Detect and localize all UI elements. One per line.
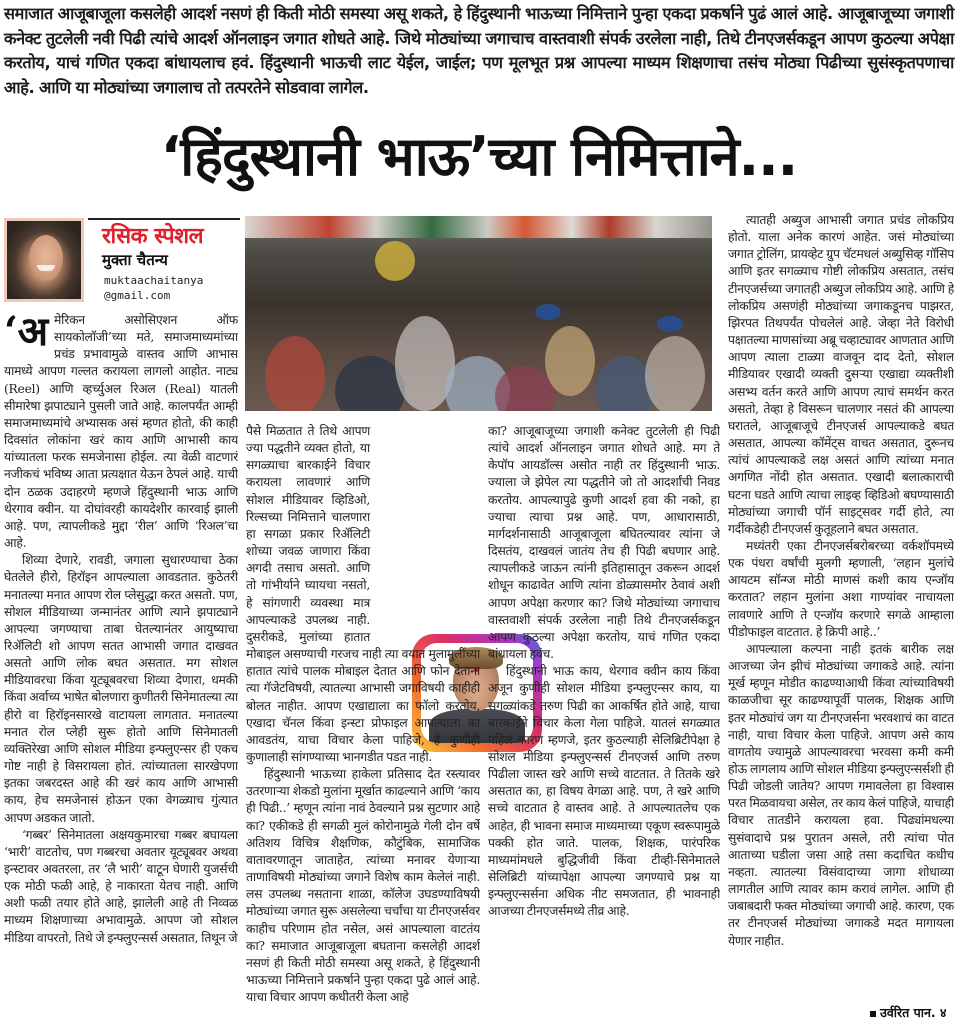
byline xyxy=(4,218,240,306)
crowd-figure xyxy=(645,336,705,411)
article-paragraph: मध्यंतरी एका टीनएजर्सबरोबरच्या वर्कशॉपमध्ये एक पंधरा वर्षांची मुलगी म्हणाली, ‘लहान मुलांचे आयटम सॉन्ग्ज मोठी माणसं कशी काय एन्जॉय करतात? लहान मुलांना अशा गाण्यांवर नाचायला लावणारे आणि ते एन्जॉय करणारे सगळे आम्हाला पीडोफाइल वाटतात. हे क्रिपी आहे..’ xyxy=(728,538,954,639)
crowd-figure xyxy=(545,326,595,396)
article-paragraph xyxy=(488,423,720,663)
headline: ‘हिंदुस्थानी भाऊ’च्या निमित्ताने... xyxy=(160,125,798,188)
crowd-figure xyxy=(265,336,325,411)
dropcap: ‘अ xyxy=(4,312,48,355)
author-name: मुक्ता चैतन्य xyxy=(102,251,168,269)
shop-signs xyxy=(245,216,712,238)
crowd-figure xyxy=(375,241,415,281)
police-cap xyxy=(657,316,683,332)
paragraph-text: मेरिकन असोसिएशन ऑफ सायकोलॉजी’च्या मते, समाजमाध्यमांच्या प्रचंड प्रभावामुळे वास्तव आणि आभास यामध्ये आपण गल्लत करायला लागलो आहोत. नाट्य (Reel) आणि व्हर्च्युअल रिअल (Real) यातली सीमारेषा झपाट्याने पुसली जाते आहे. कालपर्यंत आम्ही समाजमाध्यमांचे अभ्यासक असं म्हणत होतो, की काही दिवसांत लोकांना खरं काय आणि आभासी काय यांच्यातला फरक समजेनासा होईल. त्या वेळी वाटणारं नजीकचं भविष्य आता प्रत्यक्षात येऊन ठेपलं आहे. याची दोन ठळक उदाहरणे म्हणजे हिंदुस्थानी भाऊ आणि थेरगाव क्वीन. या दोघांवरही कायदेशीर कारवाई झाली आहे. पण, त्यापलीकडे मुद्दा ‘रील’ आणि ‘रिअल’चा आहे. xyxy=(4,313,238,551)
crowd-photo xyxy=(245,216,712,411)
continued-on-page[interactable] xyxy=(870,1004,947,1021)
police-cap xyxy=(535,304,561,320)
continued-label: उर्वरित पान. ४ xyxy=(880,1005,947,1020)
author-photo xyxy=(4,218,84,302)
article-column-4 xyxy=(728,212,954,1024)
author-email[interactable] xyxy=(104,273,203,303)
article-paragraph: ‘गब्बर’ सिनेमातला अक्षयकुमारचा गब्बर बघायला ‘भारी’ वाटतोच, पण गब्बरचा अवतार यूट्यूबवर अथवा इन्स्टावर अवतरला, तर ‘लै भारी’ वाटून घेणारी युजर्सची एक मोठी फळी आहे, हे नाकारता येतच नाही. आणि अशी फळी तयार होते आहे, झालेली आहे ती निव्वळ माध्यम शिक्षणाच्या अभावामुळे. आपण जो सोशल मीडिया वापरतो, तिथे जे इन्फ्लुएन्सर्स असतात, तिथून जे xyxy=(4,827,238,945)
author-email-user: muktaachaitanya xyxy=(104,274,204,287)
article-paragraph: हिंदुस्थानी भाऊच्या हाकेला प्रतिसाद देत रस्त्यावर उतरणाऱ्या शेकडो मुलांना मूर्खात काढल्याने आणि ‘काय ही पिढी..’ म्हणून त्यांना नावं ठेवल्याने प्रश्न सुटणार आहे का? एकीकडे ही सगळी मुलं कोरोनामुळे गेली दोन वर्षे अतिशय विचित्र शैक्षणिक, कौटुंबिक, सामाजिक वातावरणातून जाताहेत, त्यांच्या मनावर येणाऱ्या ताणाविषयी मोठ्यांच्या जगाने विशेष काम केलेलं नाही. लस उपलब्ध नसताना शाळा, कॉलेज उघडण्याविषयी मोठ्यांच्या जगात सुरू असलेल्या चर्चांचा या टीनएजर्सवर काहीच परिणाम होत नसेल, असं आपल्याला वाटतंय का? समाजात आजूबाजूला बघताना कसलेही आदर्श नसणं ही किती मोठी समस्या असू शकते, हे हिंदुस्थानी भाऊच्या निमित्ताने प्रकर्षाने पुन्हा एकदा पुढे आलं आहे. याचा विचार आपण कधीतरी केला आहे xyxy=(246,767,480,1005)
article-deck: समाजात आजूबाजूला कसलेही आदर्श नसणं ही किती मोठी समस्या असू शकते, हे हिंदुस्थानी भाऊच्या निमित्ताने पुन्हा एकदा प्रकर्षाने पुढं आलं आहे. आजूबाजूच्या जगाशी कनेक्ट तुटलेली नवी पिढी त्यांचे आदर्श ऑनलाइन जगात शोधते आहे. जिथे मोठ्यांच्या जगाचाच वास्तवाशी संपर्क उरलेला नाही, तिथे टीनएजर्सकडून आपण कुठल्या अपेक्षा करतोय, याचं गणित एकदा बांधायलाच हवं. हिंदुस्थानी भाऊची लाट येईल, जाईल; पण मूलभूत प्रश्न आपल्या माध्यम शिक्षणाचा तसंच मोठ्या पिढीच्या सुसंस्कृतपणाचा आहे. आणि या मोठ्यांच्या जगालाच तो तत्परतेने सोडवावा लागेल. xyxy=(4,4,954,97)
image-wrap-spacer xyxy=(376,493,480,631)
article-paragraph xyxy=(4,312,238,552)
author-email-domain: @gmail.com xyxy=(104,289,171,302)
square-bullet-icon xyxy=(870,1011,876,1017)
column-name: रसिक स्पेशल xyxy=(102,224,204,249)
article-paragraph: पैसे मिळतात ते तिथे आपण ज्या पद्धतीने व्यक्त होतो, या सगळ्याचा बारकाईने विचार करायला लावणारं आणि सोशल मीडियावर व्हिडिओ, रिल्सच्या निमित्ताने चालणारा हा सगळा प्रकार रिॲलिटी शोच्या जवळ जाणारा किंवा अगदी तसाच असतो. आणि तो गांभीर्याने घ्यायचा नसतो, हे सांगणारी व्यवस्था मात्र आपल्याकडे उपलब्ध नाही. दुसरीकडे, मुलांच्या हातात मोबाइल असण्याची गरजच नाही त्या वयात मुलामुलींच्या हातात त्यांचे पालक मोबाइल देतात आणि फोन देताना त्या गॅजेटविषयी, त्यातल्या आभासी जगाविषयी काहीही बोलत नाहीत. आपण एखाद्याला का फॉलो करतोय, एखादा चॅनल किंवा इन्स्टा प्रोफाइल आपल्याला का आवडतंय, याचा विचार केला पाहिजे, हे कुणीही कुणालाही सांगण्याच्या भानगडीत पडत नाही. xyxy=(246,424,480,764)
article-paragraph: आपल्याला कल्पना नाही इतकं बारीक लक्ष आजच्या जेन झीचं मोठ्यांच्या जगाकडे आहे. त्यांना मूर्ख म्हणून मोडीत काढण्याआधी किंवा त्यांच्याविषयी काळजीचा सूर काढण्यापूर्वी पालक, शिक्षक आणि इतर मोठ्यांचं जग या टीनएजर्सना भरवशाचं का वाटत नाही, याचा विचार केला पाहिजे. आपण असे काय वागतोय ज्यामुळे आपल्यावरचा भरवसा कमी कमी होऊ लागलाय आणि सोशल मीडिया इन्फ्लुएन्सर्सशी ही पिढी जोडली जातेय? आपण गमावलेला हा विश्वास परत मिळवायचा असेल, तर काय केलं पाहिजे, याचाही विचार तातडीने करायला हवा. पिढ्यांमधल्या सुसंवादाचे प्रश्न पुरातन असले, तरी त्यांचा पोत आताच्या घडीला जसा आहे तसा कदाचित कधीच नव्हता. त्यातल्या विसंवादाच्या जागा शोधाव्या लागतील आणि त्यावर काम करावं लागेल. आणि ही जबाबदारी फक्त मोठ्यांच्या जगाची आहे. कारण, एक तर टीनएजर्स मोठ्यांच्या जगाकडे मदत मागायला येणार नाहीत. xyxy=(728,641,954,948)
article-column-1 xyxy=(4,312,238,1024)
article-paragraph: हिंदुस्थानी भाऊ काय, थेरगाव क्वीन काय किंवा अजून कुणीही सोशल मीडिया इन्फ्लुएन्सर काय, या सगळ्यांकडे तरुण पिढी का आकर्षित होते आहे, याचा बारकाईने विचार केला गेला पाहिजे. यातलं सगळ्यात पहिलं कारण म्हणजे, इतर कुठल्याही सेलिब्रिटीपेक्षा हे सोशल मीडिया इन्फ्लुएन्सर्स टीनएजर्स आणि तरुण पिढीला जास्त खरे आणि सच्चे वाटतात. ते तितके खरे असतात का, हा विषय वेगळा आहे. पण, ते खरे आणि सच्चे वाटतात हे वास्तव आहे. ते आपल्यातलेच एक आहेत, ही भावना समाज माध्यमाच्या एकूण स्वरूपामुळे पक्की होत जाते. पालक, शिक्षक, पारंपरिक माध्यमांमधले बुद्धिजीवी किंवा टीव्ही-सिनेमातले सेलिब्रिटी यांच्यापेक्षा आपल्या जगण्याचे प्रश्न या इन्फ्लुएन्सर्सना अधिक नीट समजतात, ही भावनाही आजच्या टीनएजर्समध्ये तीव्र आहे. xyxy=(488,664,720,919)
article-paragraph: त्यातही अब्युज आभासी जगात प्रचंड लोकप्रिय होतो. याला अनेक कारणं आहेत. जसं मोठ्यांच्या जगात ट्रोलिंग, प्रायव्हेट ग्रुप चॅटमधलं अब्युसिव्ह गॉसिप आणि इतर सगळ्याच गोष्टी लोकप्रिय असतात, तसंच टीनएजर्सच्या जगातही अब्युज लोकप्रिय आहे. आणि हे लोकप्रिय असणंही मोठ्यांच्या जगाकडूनच पाझरत, झिरपत तिथपर्यंत पोचलेलं आहे. जेव्हा नेते विरोधी पक्षातल्या माणसांच्या अब्रू चव्हाट्यावर आणतात आणि आपण त्याला टाळ्या वाजवून दाद देतो, सोशल मीडियावर एखादी व्यक्ती दुसऱ्या एखाद्या व्यक्तीशी असभ्य वर्तन करते आणि आपण त्याचं समर्थन करत असतो, तेव्हा हे विसरून चालणार नसतं की आपल्या घरातले, आजूबाजूचे टीनएजर्स आपल्याकडे बघत असतात, आपल्या कॉमेंट्स वाचत असतात, दुरूनच त्यांचं आपल्याकडे लक्ष असतं आणि त्यांच्या मनात अगणित नोंदी होत असतात. एखादी बलात्काराची घटना घडते आणि त्याचा लाइव्ह व्हिडिओ बघण्यासाठी मोठ्यांच्या जगाची पॉर्न साइट्सवर गर्दी होते, त्या गर्दीकडेही टीनएजर्स कुतूहलाने बघत असतात. xyxy=(728,213,954,536)
article-paragraph: शिव्या देणारे, रावडी, जगाला सुधारण्याचा ठेका घेतलेले हीरो, हिरॉइन आपल्याला आवडतात. कुठेतरी मनातल्या मनात आपण रोल प्लेसुद्धा करत असतो. पण, सोशल मीडियाच्या जन्मानंतर आणि त्याने झपाट्याने आपल्या जगण्याचा ताबा घेतल्यानंतर आयुष्याचा रिॲलिटी शो आपण सतत आभासी जगात दाखवत असतो आणि लोक बघत असतात. मग सोशल मीडियावरचा किंवा यूट्यूबवरचा शिव्या देणारा, धमकी किंवा अर्वाच्य भाषेत बोलणारा कुणीतरी सिनेमातल्या त्या हीरो वा हिरॉइनसारखे वाटायला लागतात. मनातल्या मनात रोल प्लेही सुरू होतो आणि सिनेमातली व्यक्तिरेखा आणि सोशल मीडिया इन्फ्लुएन्सर ही एकच गोष्ट नाही हे विसरायला होतं. त्यांच्यातला सारखेपणा इतका जबरदस्त आहे की खरं काय आणि आभासी काय, हेच समजेनासं होऊन एका वेगळ्याच गुंत्यात आपण अडकत जातो. xyxy=(4,553,238,825)
article-column-2 xyxy=(246,423,480,1024)
paragraph-text: का? आजूबाजूच्या जगाशी कनेक्ट तुटलेली ही पिढी त्यांचे आदर्श ऑनलाइन जगात शोधते आहे. मग ते केपॉप आयडॉल्स असोत नाही तर हिंदुस्थानी भाऊ. ज्याला जे झेपेल त्या पद्धतीने जो तो आदर्शांची निवड करतोय. आपल्यापुढे कुणी आदर्श हवा की नको, हा ज्याचा त्याचा प्रश्न आहे. पण, आधारासाठी, मार्गदर्शनासाठी आजूबाजूला बघितल्यावर त्यांना जे दिसतंय, दाखवलं जातंय तेच ही पिढी बघणार आहे. त्यापलीकडे जाऊन त्यांनी इतिहासातून उकरून आदर्श शोधून काढावेत आणि त्यांना डोळ्यासमोर ठेवावं अशी आपण अपेक्षा करणार का? जिथे मोठ्यांच्या जगाचाच वास्तवाशी संपर्क उरलेला नाही तिथे टीनएजर्सकडून आपण कुठल्या अपेक्षा करतोय, याचं गणित एकदा बांधायला हवंच. xyxy=(488,424,720,662)
article-column-3 xyxy=(488,423,720,1024)
author-face xyxy=(29,235,63,281)
